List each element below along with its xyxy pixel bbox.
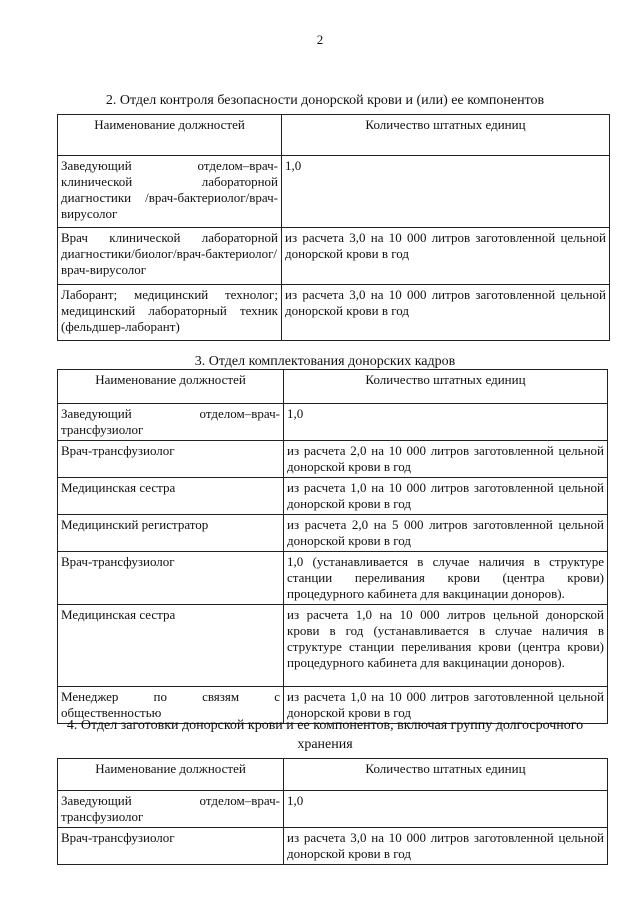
table-row: [58, 791, 608, 828]
count-cell: из расчета 1,0 на 10 000 литров цельной донорской крови в год (устанавливается в случае наличия в структуре станции переливания крови (центра крови) процедурного кабинета для вакцинации доноров).: [284, 605, 608, 687]
position-cell: Врач клинической лабораторной диагностики/биолог/врач-бактериолог/врач-вирусолог: [58, 228, 282, 285]
column-header-position: Наименование должностей: [58, 370, 284, 404]
page-number: 2: [316, 32, 324, 47]
count-cell: из расчета 2,0 на 5 000 литров заготовленной цельной донорской крови в год: [284, 515, 608, 552]
section-title-4: 4. Отдел заготовки донорской крови и ее компонентов, включая группу долгосрочного хранения: [66, 718, 584, 752]
position-cell: Медицинский регистратор: [58, 515, 284, 552]
table-row: [58, 478, 608, 515]
count-cell: из расчета 3,0 на 10 000 литров заготовленной цельной донорской крови в год: [282, 285, 610, 341]
position-cell: Врач-трансфузиолог: [58, 828, 284, 865]
table-row: [58, 285, 610, 341]
count-cell: из расчета 3,0 на 10 000 литров заготовленной цельной донорской крови в год: [284, 828, 608, 865]
table-row: [58, 828, 608, 865]
section-title-2: 2. Отдел контроля безопасности донорской крови и (или) ее компонентов: [105, 93, 545, 108]
count-cell: 1,0 (устанавливается в случае наличия в структуре станции переливания крови (центра крови) процедурного кабинета для вакцинации доноров).: [284, 552, 608, 605]
table-row: [58, 605, 608, 687]
position-cell: Заведующий отделом–врач-клинической лабораторной диагностики /врач-бактериолог/врач-вирусолог: [58, 156, 282, 228]
position-cell: Заведующий отделом–врач-трансфузиолог: [58, 404, 284, 441]
position-cell: Заведующий отделом–врач-трансфузиолог: [58, 791, 284, 828]
position-cell: Врач-трансфузиолог: [58, 441, 284, 478]
staff-table-section-2: [57, 114, 610, 341]
table-row: [58, 404, 608, 441]
position-cell: Лаборант; медицинский технолог; медицинский лабораторный техник (фельдшер-лаборант): [58, 285, 282, 341]
column-header-position: Наименование должностей: [58, 115, 282, 156]
table-row: [58, 156, 610, 228]
column-header-count: Количество штатных единиц: [284, 370, 608, 404]
position-cell: Медицинская сестра: [58, 605, 284, 687]
count-cell: 1,0: [284, 404, 608, 441]
count-cell: из расчета 3,0 на 10 000 литров заготовленной цельной донорской крови в год: [282, 228, 610, 285]
table-row: [58, 228, 610, 285]
staff-table-section-4: [57, 758, 608, 865]
position-cell: Менеджер по связям с общественностью: [58, 687, 284, 724]
table-row: [58, 552, 608, 605]
count-cell: 1,0: [284, 791, 608, 828]
position-cell: Врач-трансфузиолог: [58, 552, 284, 605]
table-header-row: [58, 370, 608, 404]
count-cell: из расчета 1,0 на 10 000 литров заготовленной цельной донорской крови в год: [284, 478, 608, 515]
column-header-count: Количество штатных единиц: [282, 115, 610, 156]
staff-table-section-3: [57, 369, 608, 724]
table-header-row: [58, 759, 608, 791]
table-header-row: [58, 115, 610, 156]
count-cell: из расчета 2,0 на 10 000 литров заготовленной цельной донорской крови в год: [284, 441, 608, 478]
table-row: [58, 441, 608, 478]
section-title-3: 3. Отдел комплектования донорских кадров: [194, 354, 456, 369]
count-cell: из расчета 1,0 на 10 000 литров заготовленной цельной донорской крови в год: [284, 687, 608, 724]
position-cell: Медицинская сестра: [58, 478, 284, 515]
column-header-position: Наименование должностей: [58, 759, 284, 791]
table-row: [58, 515, 608, 552]
count-cell: 1,0: [282, 156, 610, 228]
column-header-count: Количество штатных единиц: [284, 759, 608, 791]
